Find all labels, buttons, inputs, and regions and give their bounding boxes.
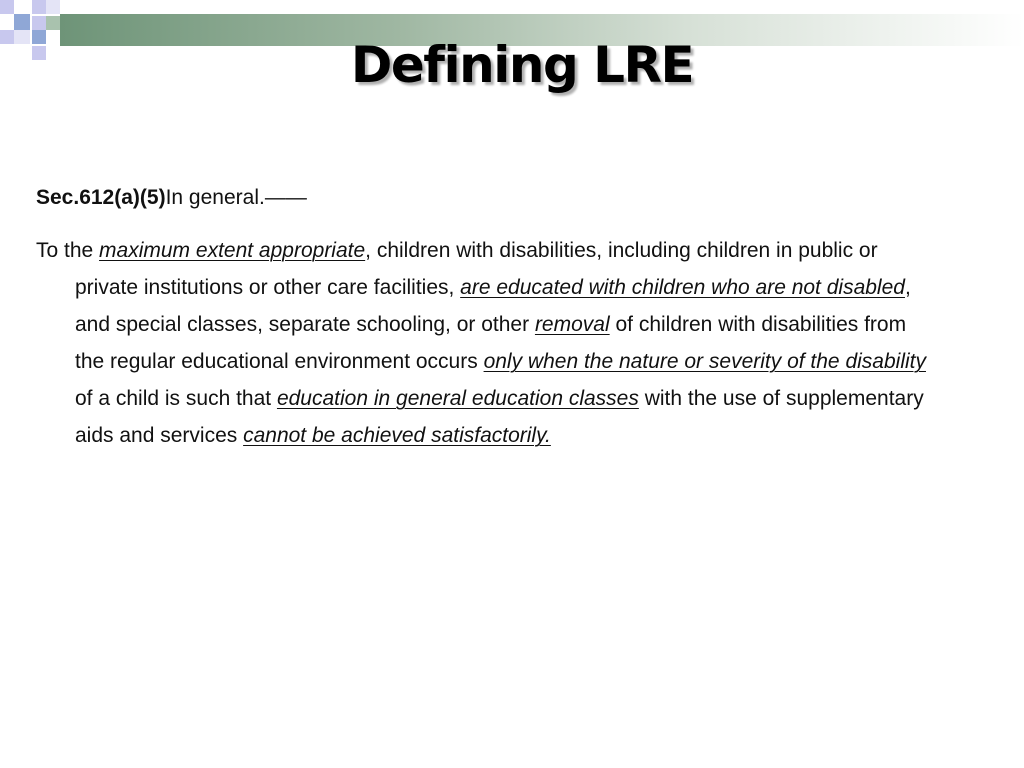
emphasis-phrase: education in general education classes [276, 387, 639, 410]
paragraph-text: with the use of supplementary aids and services [75, 387, 924, 447]
paragraph-text: of a child is such that [75, 387, 277, 410]
emphasis-phrase: are educated with children who are not disabled [460, 276, 905, 299]
section-heading [36, 180, 936, 216]
emphasis-phrase: only when the nature or severity of the disability [483, 350, 926, 373]
lre-paragraph [36, 232, 936, 454]
slide-title: Defining LRE [350, 36, 694, 94]
section-code: Sec.612(a)(5) [36, 186, 166, 209]
slide-body [36, 180, 936, 454]
emphasis-phrase: removal [534, 313, 610, 336]
deco-square [46, 0, 60, 14]
emphasis-phrase: cannot be achieved satisfactorily. [243, 424, 551, 447]
section-label: In general. [165, 186, 265, 209]
paragraph-text: , children with disabilities, including children in public or private institutions or other care facilities, [75, 239, 878, 299]
emphasis-phrase: maximum extent appropriate [99, 239, 366, 262]
paragraph-text: To the [36, 239, 100, 262]
deco-square [32, 16, 46, 30]
deco-square [32, 0, 46, 14]
paragraph-text: of children with disabilities from the regular educational environment occurs [75, 313, 907, 373]
section-dash: —— [264, 186, 307, 209]
deco-square [14, 14, 30, 30]
deco-square [0, 0, 14, 14]
paragraph-text: , and special classes, separate schooling, or other [75, 276, 911, 336]
deco-square [46, 16, 60, 30]
